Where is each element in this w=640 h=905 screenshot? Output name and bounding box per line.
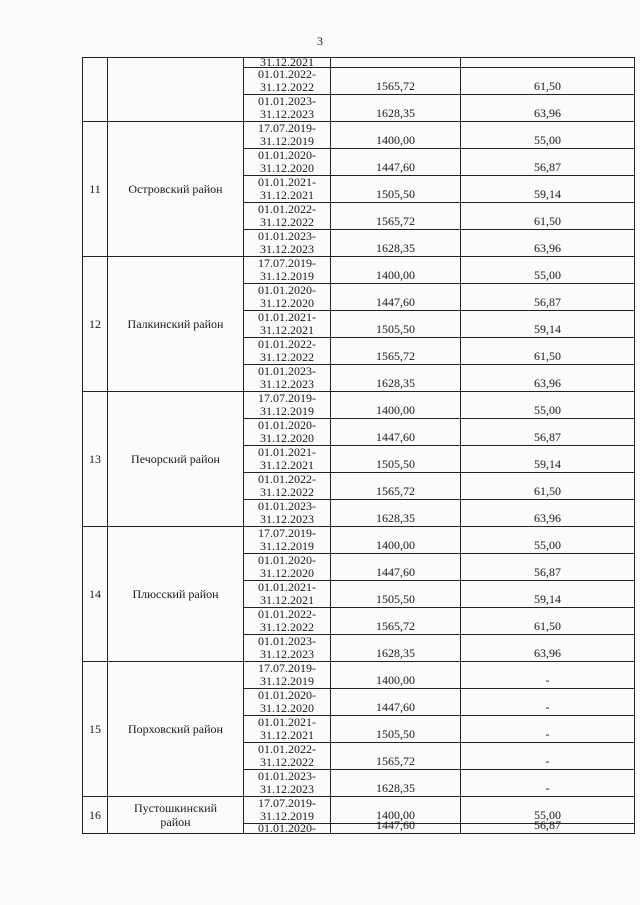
percent-cell-text: 55,00 (534, 268, 561, 282)
percent-cell-text: 59,14 (534, 187, 561, 201)
percent-cell-text: 63,96 (534, 106, 561, 120)
price-cell-text: 1400,00 (376, 673, 415, 687)
percent-cell (461, 365, 635, 392)
price-cell (331, 716, 461, 743)
price-cell-text: 1400,00 (376, 808, 415, 822)
price-cell-text: 1447,60 (376, 818, 415, 832)
period-cell: 01.01.2020- 31.12.2020 (244, 419, 331, 446)
percent-cell (461, 284, 635, 311)
percent-cell (461, 446, 635, 473)
price-cell-text: 1565,72 (376, 754, 415, 768)
period-cell: 01.01.2020- 31.12.2020 (244, 149, 331, 176)
period-cell: 01.01.2022- 31.12.2022 (244, 743, 331, 770)
percent-cell-text: 63,96 (534, 376, 561, 390)
period-cell: 01.01.2022- 31.12.2022 (244, 473, 331, 500)
price-cell (331, 122, 461, 149)
percent-cell-text: 55,00 (534, 538, 561, 552)
percent-cell (461, 608, 635, 635)
percent-cell-text: - (545, 781, 550, 795)
period-cell: 17.07.2019- 31.12.2019 (244, 797, 331, 824)
period-cell: 17.07.2019- 31.12.2019 (244, 257, 331, 284)
period-cell: 01.01.2021- 31.12.2021 (244, 176, 331, 203)
district-name-cell: Палкинский район (108, 257, 244, 392)
period-cell: 01.01.2021- 31.12.2021 (244, 446, 331, 473)
price-cell-text: 1628,35 (376, 646, 415, 660)
price-cell (331, 743, 461, 770)
row-number-cell: 12 (83, 257, 108, 392)
period-cell: 01.01.2023- 31.12.2023 (244, 770, 331, 797)
price-cell-text: 1505,50 (376, 457, 415, 471)
percent-cell-text: 59,14 (534, 592, 561, 606)
district-cell (108, 58, 244, 122)
percent-cell-text: 55,00 (534, 403, 561, 417)
percent-cell-text: 61,50 (534, 214, 561, 228)
period-cell: 01.01.2022- 31.12.2022 (244, 68, 331, 95)
period-cell: 17.07.2019- 31.12.2019 (244, 122, 331, 149)
percent-cell-text: 63,96 (534, 241, 561, 255)
price-cell (331, 662, 461, 689)
period-cell: 01.01.2022- 31.12.2022 (244, 203, 331, 230)
table-row (83, 527, 635, 554)
price-cell-text: 1628,35 (376, 511, 415, 525)
percent-cell (461, 122, 635, 149)
price-cell (331, 257, 461, 284)
price-cell (331, 608, 461, 635)
price-cell (331, 554, 461, 581)
price-cell-text: 1628,35 (376, 241, 415, 255)
percent-cell-text: 56,87 (534, 818, 561, 832)
percent-cell (461, 392, 635, 419)
price-cell-text: 1400,00 (376, 133, 415, 147)
percent-cell-text: 59,14 (534, 322, 561, 336)
percent-cell-text: - (545, 727, 550, 741)
price-cell-text: 1447,60 (376, 430, 415, 444)
price-cell-text: 1628,35 (376, 376, 415, 390)
price-cell (331, 365, 461, 392)
price-cell (331, 338, 461, 365)
percent-cell (461, 689, 635, 716)
percent-cell (461, 473, 635, 500)
row-number-cell: 13 (83, 392, 108, 527)
price-cell (331, 419, 461, 446)
district-name-cell: Плюсский район (108, 527, 244, 662)
percent-cell (461, 716, 635, 743)
price-cell-text: 1447,60 (376, 700, 415, 714)
price-cell (331, 527, 461, 554)
district-name-cell: Пустошкинский район (108, 797, 244, 834)
price-cell (331, 635, 461, 662)
percent-cell (461, 311, 635, 338)
percent-cell (461, 527, 635, 554)
price-cell-text: 1505,50 (376, 727, 415, 741)
percent-cell (461, 662, 635, 689)
price-cell-text: 1505,50 (376, 187, 415, 201)
percent-cell-text: 56,87 (534, 160, 561, 174)
percent-cell-text: 61,50 (534, 349, 561, 363)
percent-cell (461, 176, 635, 203)
table-row (83, 58, 635, 68)
price-cell (331, 58, 461, 68)
period-cell: 01.01.2020- (244, 824, 331, 834)
price-cell (331, 581, 461, 608)
percent-cell-text: 61,50 (534, 484, 561, 498)
percent-cell (461, 419, 635, 446)
period-cell: 01.01.2020- 31.12.2020 (244, 284, 331, 311)
price-cell (331, 68, 461, 95)
percent-cell (461, 149, 635, 176)
period-cell: 31.12.2021 (244, 58, 331, 68)
table-row (83, 392, 635, 419)
percent-cell (461, 203, 635, 230)
period-cell: 01.01.2020- 31.12.2020 (244, 554, 331, 581)
percent-cell-text: 55,00 (534, 133, 561, 147)
price-cell (331, 770, 461, 797)
price-cell-text: 1628,35 (376, 781, 415, 795)
price-cell-text: 1505,50 (376, 592, 415, 606)
percent-cell-text: 61,50 (534, 79, 561, 93)
percent-cell (461, 338, 635, 365)
table-row (83, 122, 635, 149)
period-cell: 01.01.2023- 31.12.2023 (244, 230, 331, 257)
period-cell: 01.01.2020- 31.12.2020 (244, 689, 331, 716)
percent-cell (461, 230, 635, 257)
period-cell: 01.01.2022- 31.12.2022 (244, 338, 331, 365)
period-cell: 01.01.2023- 31.12.2023 (244, 95, 331, 122)
percent-cell (461, 581, 635, 608)
price-cell-text: 1400,00 (376, 538, 415, 552)
tariff-table-body (83, 55, 635, 835)
price-cell (331, 230, 461, 257)
price-cell (331, 149, 461, 176)
period-cell: 17.07.2019- 31.12.2019 (244, 392, 331, 419)
percent-cell (461, 770, 635, 797)
price-cell (331, 473, 461, 500)
percent-cell (461, 95, 635, 122)
row-number-cell: 11 (83, 122, 108, 257)
percent-cell-text: 59,14 (534, 457, 561, 471)
price-cell (331, 176, 461, 203)
percent-cell (461, 554, 635, 581)
percent-cell-text: 61,50 (534, 619, 561, 633)
price-cell-text: 1400,00 (376, 403, 415, 417)
price-cell-text: 1565,72 (376, 484, 415, 498)
price-cell (331, 818, 461, 834)
row-number-cell: 15 (83, 662, 108, 797)
percent-cell-text: 63,96 (534, 511, 561, 525)
price-cell (331, 446, 461, 473)
tariff-table (82, 57, 635, 834)
row-number-cell (83, 58, 108, 122)
percent-cell-text: 56,87 (534, 565, 561, 579)
price-cell-text: 1565,72 (376, 349, 415, 363)
price-cell-text: 1565,72 (376, 619, 415, 633)
price-cell (331, 392, 461, 419)
table-row (83, 257, 635, 284)
percent-cell (461, 58, 635, 68)
percent-cell (461, 635, 635, 662)
district-name-cell: Порховский район (108, 662, 244, 797)
price-cell-text: 1565,72 (376, 214, 415, 228)
price-cell (331, 284, 461, 311)
price-cell (331, 95, 461, 122)
period-cell: 17.07.2019- 31.12.2019 (244, 662, 331, 689)
period-cell: 01.01.2022- 31.12.2022 (244, 608, 331, 635)
price-cell-text: 1447,60 (376, 160, 415, 174)
period-cell: 01.01.2023- 31.12.2023 (244, 635, 331, 662)
period-cell: 01.01.2023- 31.12.2023 (244, 365, 331, 392)
period-cell: 17.07.2019- 31.12.2019 (244, 527, 331, 554)
price-cell-text: 1447,60 (376, 565, 415, 579)
percent-cell-text: 56,87 (534, 295, 561, 309)
district-name-cell: Островский район (108, 122, 244, 257)
percent-cell-text: - (545, 673, 550, 687)
price-cell (331, 689, 461, 716)
row-number-cell: 16 (83, 797, 108, 834)
page-number: 3 (317, 34, 323, 48)
percent-cell (461, 68, 635, 95)
price-cell (331, 500, 461, 527)
price-cell-text: 1628,35 (376, 106, 415, 120)
district-name-cell: Печорский район (108, 392, 244, 527)
price-cell (331, 203, 461, 230)
period-cell: 01.01.2021- 31.12.2021 (244, 716, 331, 743)
percent-cell-text: 56,87 (534, 430, 561, 444)
price-cell-text: 1505,50 (376, 322, 415, 336)
price-cell (331, 311, 461, 338)
percent-cell-text: 55,00 (534, 808, 561, 822)
price-cell-text: 1565,72 (376, 79, 415, 93)
percent-cell-text: - (545, 700, 550, 714)
period-cell: 01.01.2021- 31.12.2021 (244, 311, 331, 338)
period-cell: 01.01.2023- 31.12.2023 (244, 500, 331, 527)
period-cell: 01.01.2021- 31.12.2021 (244, 581, 331, 608)
percent-cell (461, 818, 635, 834)
price-cell-text: 1400,00 (376, 268, 415, 282)
price-cell-text: 1447,60 (376, 295, 415, 309)
percent-cell-text: - (545, 754, 550, 768)
percent-cell (461, 500, 635, 527)
table-row (83, 662, 635, 689)
percent-cell-text: 63,96 (534, 646, 561, 660)
row-number-cell: 14 (83, 527, 108, 662)
percent-cell (461, 257, 635, 284)
percent-cell (461, 743, 635, 770)
